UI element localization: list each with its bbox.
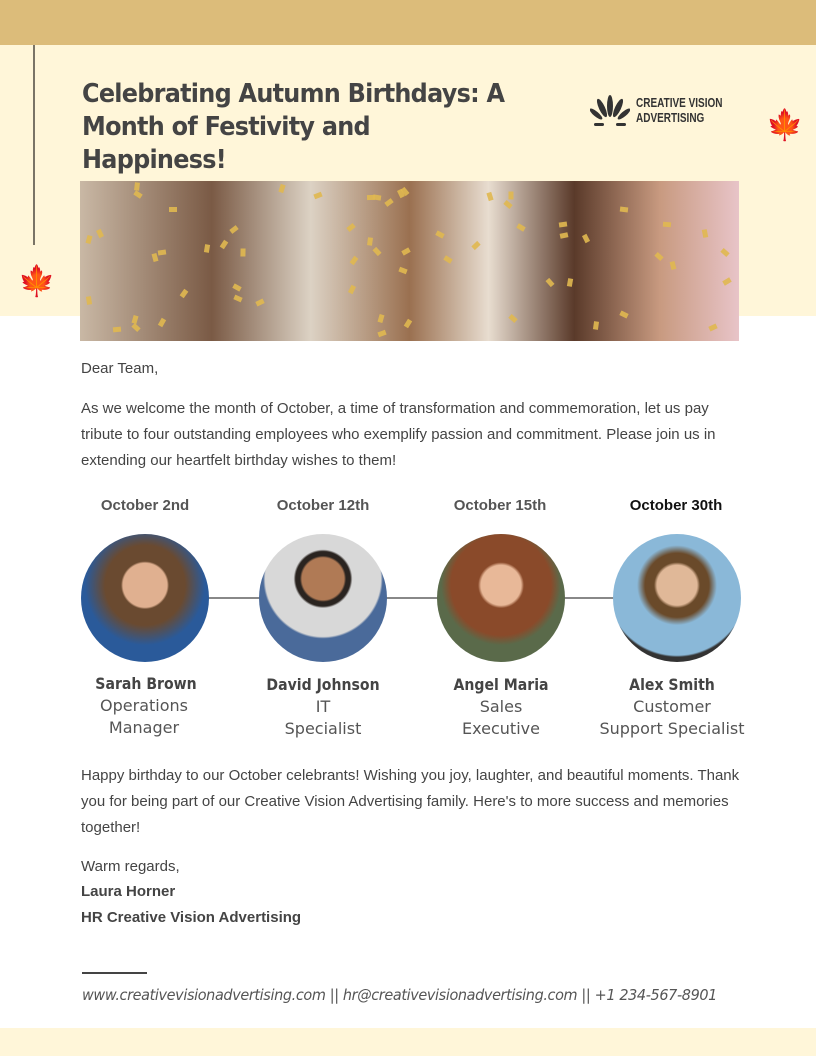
role-line: Specialist <box>284 719 362 738</box>
intro-paragraph: As we welcome the month of October, a time of transformation and commemoration, let us pay tribute to four outstanding employees who exemplify passion and commitment. Please join us in extending our heartfelt birthday wishes to them! <box>81 400 716 469</box>
confetti <box>654 252 663 261</box>
confetti <box>593 321 599 330</box>
avatar-david-johnson <box>259 534 387 662</box>
confetti <box>158 318 166 327</box>
role-line: Support Specialist <box>599 719 745 738</box>
signer-title: HR Creative Vision Advertising <box>81 909 302 926</box>
confetti <box>112 326 120 332</box>
confetti <box>169 206 177 211</box>
confetti <box>509 314 518 323</box>
celebrant-name: David Johnson <box>266 675 380 694</box>
timeline-connector <box>145 597 675 599</box>
confetti <box>131 323 140 332</box>
confetti <box>180 288 189 297</box>
celebrant-name: Alex Smith <box>629 675 715 694</box>
confetti <box>567 278 573 287</box>
confetti <box>158 249 167 255</box>
confetti <box>204 244 210 253</box>
maple-leaf-icon: 🍁 <box>18 265 56 298</box>
footer-divider <box>82 972 147 974</box>
role-line: Operations <box>100 696 188 715</box>
page-title: Celebrating Autumn Birthdays: A Month of Festivity and Happiness! <box>82 79 505 175</box>
logo-line-2: ADVERTISING <box>636 111 705 125</box>
confetti <box>348 284 356 293</box>
decorative-line <box>33 45 35 245</box>
confetti <box>720 248 729 257</box>
confetti <box>471 241 480 250</box>
confetti <box>404 319 412 328</box>
confetti <box>516 223 525 231</box>
greeting: Dear Team, <box>81 360 159 377</box>
celebrant-date: October 12th <box>276 497 370 514</box>
confetti <box>620 207 629 213</box>
bottom-bar <box>0 1028 816 1056</box>
role-line: Manager <box>108 718 180 737</box>
confetti <box>709 323 718 331</box>
confetti <box>232 284 241 292</box>
confetti <box>377 314 384 323</box>
celebrant-role <box>587 696 757 740</box>
confetti <box>278 183 285 192</box>
confetti <box>560 233 569 240</box>
confetti <box>233 295 242 303</box>
confetti <box>702 229 708 238</box>
company-logo <box>590 94 744 128</box>
confetti <box>85 235 92 244</box>
confetti <box>313 192 322 200</box>
confetti <box>346 223 355 232</box>
celebrant-date: October 15th <box>453 497 547 514</box>
top-bar <box>0 0 816 45</box>
confetti <box>133 190 142 199</box>
signoff: Warm regards, <box>81 858 180 875</box>
confetti <box>240 248 245 256</box>
confetti <box>545 278 554 287</box>
maple-leaf-icon: 🍁 <box>766 109 804 142</box>
confetti <box>372 247 381 256</box>
confetti <box>723 278 732 286</box>
celebrant-date: October 2nd <box>100 497 190 514</box>
celebrant-date: October 30th <box>629 497 723 514</box>
confetti <box>509 191 514 199</box>
role-line: Sales <box>479 697 523 716</box>
celebrant-role <box>416 696 586 740</box>
confetti <box>435 231 444 239</box>
signer-name: Laura Horner <box>81 883 176 900</box>
role-line: IT <box>315 697 331 716</box>
footer-contact: www.creativevisionadvertising.com || hr@creativevisionadvertising.com || +1 234-567-8901 <box>82 986 717 1004</box>
celebrant-role <box>59 695 229 739</box>
confetti <box>377 330 386 337</box>
role-line: Customer <box>633 697 711 716</box>
confetti <box>398 267 407 275</box>
celebrant-name: Sarah Brown <box>95 674 197 693</box>
confetti <box>559 222 568 228</box>
confetti <box>220 240 229 249</box>
celebrant-name: Angel Maria <box>453 675 549 694</box>
confetti <box>402 247 411 255</box>
confetti <box>367 195 375 200</box>
confetti <box>619 310 628 318</box>
confetti <box>96 229 104 238</box>
confetti <box>350 256 359 265</box>
confetti <box>444 255 453 263</box>
avatar-angel-maria <box>437 534 565 662</box>
confetti <box>662 222 670 228</box>
confetti <box>86 296 92 305</box>
confetti <box>504 200 513 209</box>
confetti <box>367 238 373 247</box>
confetti <box>229 225 238 234</box>
confetti <box>582 233 590 242</box>
closing-paragraph: Happy birthday to our October celebrants! Wishing you joy, laughter, and beautiful moments. Thank you for being part of our Creative Vision Advertising family. Here's to more success and memories together! <box>81 767 740 836</box>
logo-icon <box>590 94 630 128</box>
confetti <box>255 298 264 306</box>
confetti <box>384 198 393 207</box>
celebrant-role <box>238 696 408 740</box>
avatar-alex-smith <box>613 534 741 662</box>
logo-line-1: CREATIVE VISION <box>636 96 723 110</box>
confetti <box>670 261 677 270</box>
role-line: Executive <box>462 719 540 738</box>
avatar-sarah-brown <box>81 534 209 662</box>
party-photo <box>80 181 739 341</box>
confetti <box>486 192 493 201</box>
